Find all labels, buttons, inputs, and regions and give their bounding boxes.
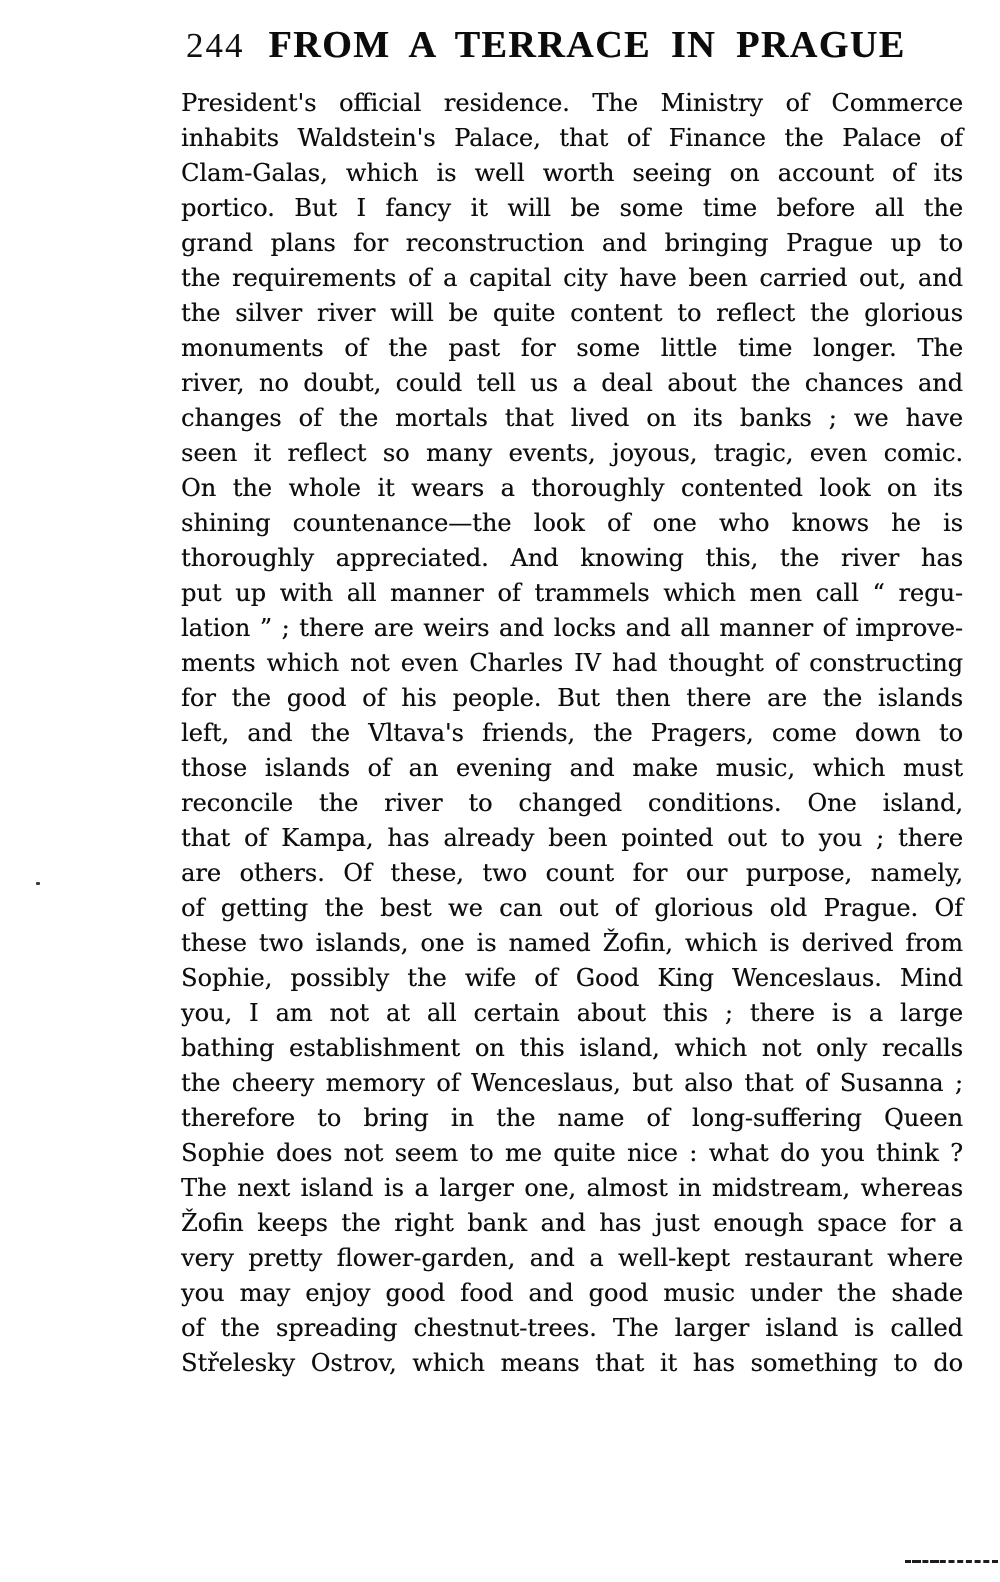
text-line: those islands of an evening and make music, which must <box>181 754 963 782</box>
text-line: the cheery memory of Wenceslaus, but also that of Susanna ; <box>181 1069 963 1097</box>
text-line: reconcile the river to changed conditions. One island, <box>181 789 963 817</box>
scan-speck-artifact <box>36 882 40 885</box>
text-line: On the whole it wears a thoroughly contented look on its <box>181 474 963 502</box>
text-line: the silver river will be quite content to reflect the glorious <box>181 299 963 327</box>
text-line: you may enjoy good food and good music under the shade <box>181 1279 963 1307</box>
text-line: Žofin keeps the right bank and has just enough space for a <box>181 1209 963 1237</box>
text-line: grand plans for reconstruction and bringing Prague up to <box>181 229 963 257</box>
text-line: of the spreading chestnut-trees. The larger island is called <box>181 1314 963 1342</box>
text-line: ments which not even Charles IV had thought of constructing <box>181 649 963 677</box>
text-line: seen it reflect so many events, joyous, tragic, even comic. <box>181 439 963 467</box>
text-line: Sophie, possibly the wife of Good King Wenceslaus. Mind <box>181 964 963 992</box>
text-line: left, and the Vltava's friends, the Pragers, come down to <box>181 719 963 747</box>
text-line: therefore to bring in the name of long-suffering Queen <box>181 1104 963 1132</box>
text-line: inhabits Waldstein's Palace, that of Finance the Palace of <box>181 124 963 152</box>
text-line: Střelesky Ostrov, which means that it has something to do <box>181 1349 963 1377</box>
text-line: lation ” ; there are weirs and locks and all manner of improve- <box>181 614 963 642</box>
text-line: river, no doubt, could tell us a deal about the chances and <box>181 369 963 397</box>
text-line: changes of the mortals that lived on its banks ; we have <box>181 404 963 432</box>
text-line: these two islands, one is named Žofin, which is derived from <box>181 929 963 957</box>
scan-dotted-line-artifact <box>905 1560 945 1563</box>
text-line: that of Kampa, has already been pointed out to you ; there <box>181 824 963 852</box>
text-line: President's official residence. The Ministry of Commerce <box>181 89 963 117</box>
page-number: 244 <box>186 26 245 65</box>
text-line: very pretty flower-garden, and a well-kept restaurant where <box>181 1244 963 1272</box>
text-line: The next island is a larger one, almost in midstream, whereas <box>181 1174 963 1202</box>
text-line: the requirements of a capital city have been carried out, and <box>181 264 963 292</box>
running-header <box>181 24 963 68</box>
text-line: portico. But I fancy it will be some time before all the <box>181 194 963 222</box>
text-line: Clam-Galas, which is well worth seeing on account of its <box>181 159 963 187</box>
running-title: FROM A TERRACE IN PRAGUE <box>268 24 906 66</box>
text-line: thoroughly appreciated. And knowing this, the river has <box>181 544 963 572</box>
text-line: shining countenance—the look of one who knows he is <box>181 509 963 537</box>
text-line: Sophie does not seem to me quite nice : what do you think ? <box>181 1139 963 1167</box>
text-line: put up with all manner of trammels which men call “ regu- <box>181 579 963 607</box>
text-line: for the good of his people. But then there are the islands <box>181 684 963 712</box>
text-line: bathing establishment on this island, which not only recalls <box>181 1034 963 1062</box>
text-line: of getting the best we can out of glorious old Prague. Of <box>181 894 963 922</box>
text-line: you, I am not at all certain about this ; there is a large <box>181 999 963 1027</box>
text-line: monuments of the past for some little time longer. The <box>181 334 963 362</box>
text-line: are others. Of these, two count for our purpose, namely, <box>181 859 963 887</box>
body-text <box>181 86 963 1381</box>
